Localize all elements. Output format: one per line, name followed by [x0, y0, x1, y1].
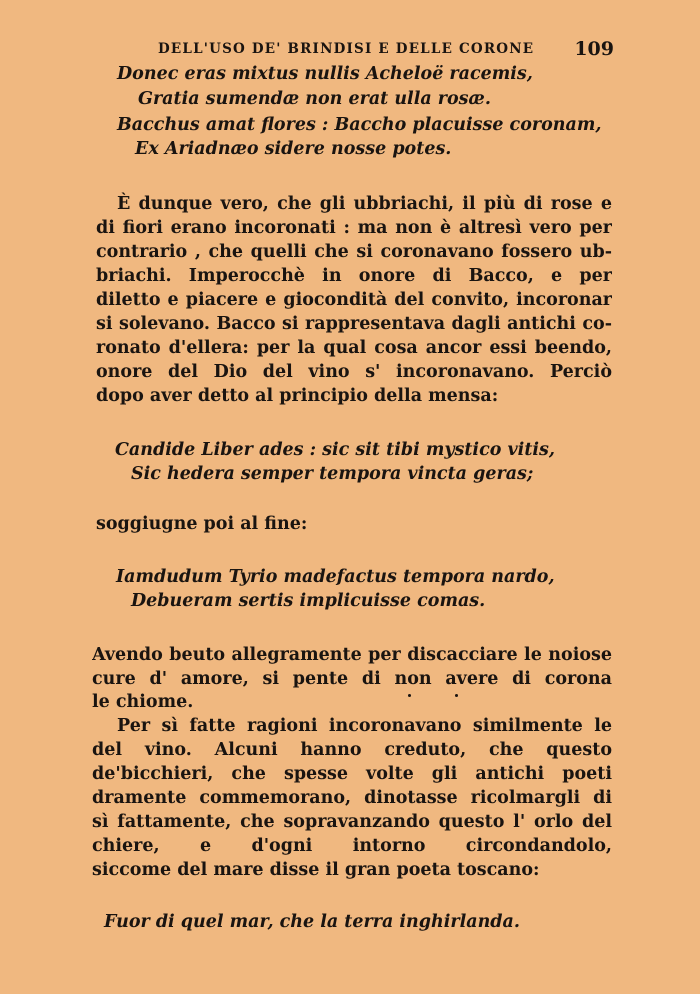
paragraph-line: siccome del mare disse il gran poeta toscano:: [92, 860, 540, 880]
verse-line: Donec eras mixtus nullis Acheloë racemis,: [117, 64, 533, 84]
paragraph-line: sì fattamente, che sopravanzando questo l' orlo del: [92, 812, 612, 832]
paragraph-line: dopo aver detto al principio della mensa:: [96, 386, 499, 406]
paragraph-line: cure d' amore, si pente di non avere di corona: [92, 669, 612, 689]
verse-line: Candide Liber ades : sic sit tibi mystico vitis,: [115, 440, 555, 460]
verse-line: Sic hedera semper tempora vincta geras;: [131, 464, 534, 484]
paragraph-line: si solevano. Bacco si rappresentava dagli antichi co-: [96, 314, 612, 334]
print-speck: [408, 694, 411, 697]
paragraph-line: Per sì fatte ragioni incoronavano similmente le: [117, 716, 612, 736]
paragraph-line: de'bicchieri, che spesse volte gli antichi poeti: [92, 764, 612, 784]
paragraph-line: onore del Dio del vino s' incoronavano. Perciò: [96, 362, 612, 382]
running-title: DELL'USO DE' BRINDISI E DELLE CORONE: [158, 41, 535, 57]
paragraph-line: briachi. Imperocchè in onore di Bacco, e per: [96, 266, 612, 286]
paragraph-line: contrario , che quelli che si coronavano fossero ub-: [96, 242, 612, 262]
paragraph-line: chiere, e d'ogni intorno circondandolo,: [92, 836, 612, 856]
paragraph-line: È dunque vero, che gli ubbriachi, il più di rose e: [117, 194, 612, 214]
verse-line: Debueram sertis implicuisse comas.: [131, 591, 486, 611]
verse-line: Iamdudum Tyrio madefactus tempora nardo,: [116, 567, 555, 587]
verse-line: Ex Ariadnæo sidere nosse potes.: [135, 139, 452, 159]
running-head: [158, 38, 614, 62]
paragraph-line: di fiori erano incoronati : ma non è altresì vero per: [96, 218, 612, 238]
paragraph-line: le chiome.: [92, 692, 194, 712]
paragraph-line: del vino. Alcuni hanno creduto, che questo: [92, 740, 612, 760]
page-number: 109: [574, 38, 614, 60]
paragraph-line: diletto e piacere e giocondità del convito, incoronar: [96, 290, 612, 310]
paragraph-line: soggiugne poi al fine:: [96, 514, 308, 534]
paragraph-line: dramente commemorano, dinotasse ricolmargli di: [92, 788, 612, 808]
verse-line: Fuor di quel mar, che la terra inghirlanda.: [104, 912, 520, 932]
verse-line: Gratia sumendæ non erat ulla rosæ.: [138, 89, 491, 109]
paragraph-line: ronato d'ellera: per la qual cosa ancor essi beendo,: [96, 338, 612, 358]
paragraph-line: Avendo beuto allegramente per discacciare le noiose: [92, 645, 612, 665]
print-speck: [455, 694, 458, 697]
verse-line: Bacchus amat flores : Baccho placuisse coronam,: [117, 115, 602, 135]
